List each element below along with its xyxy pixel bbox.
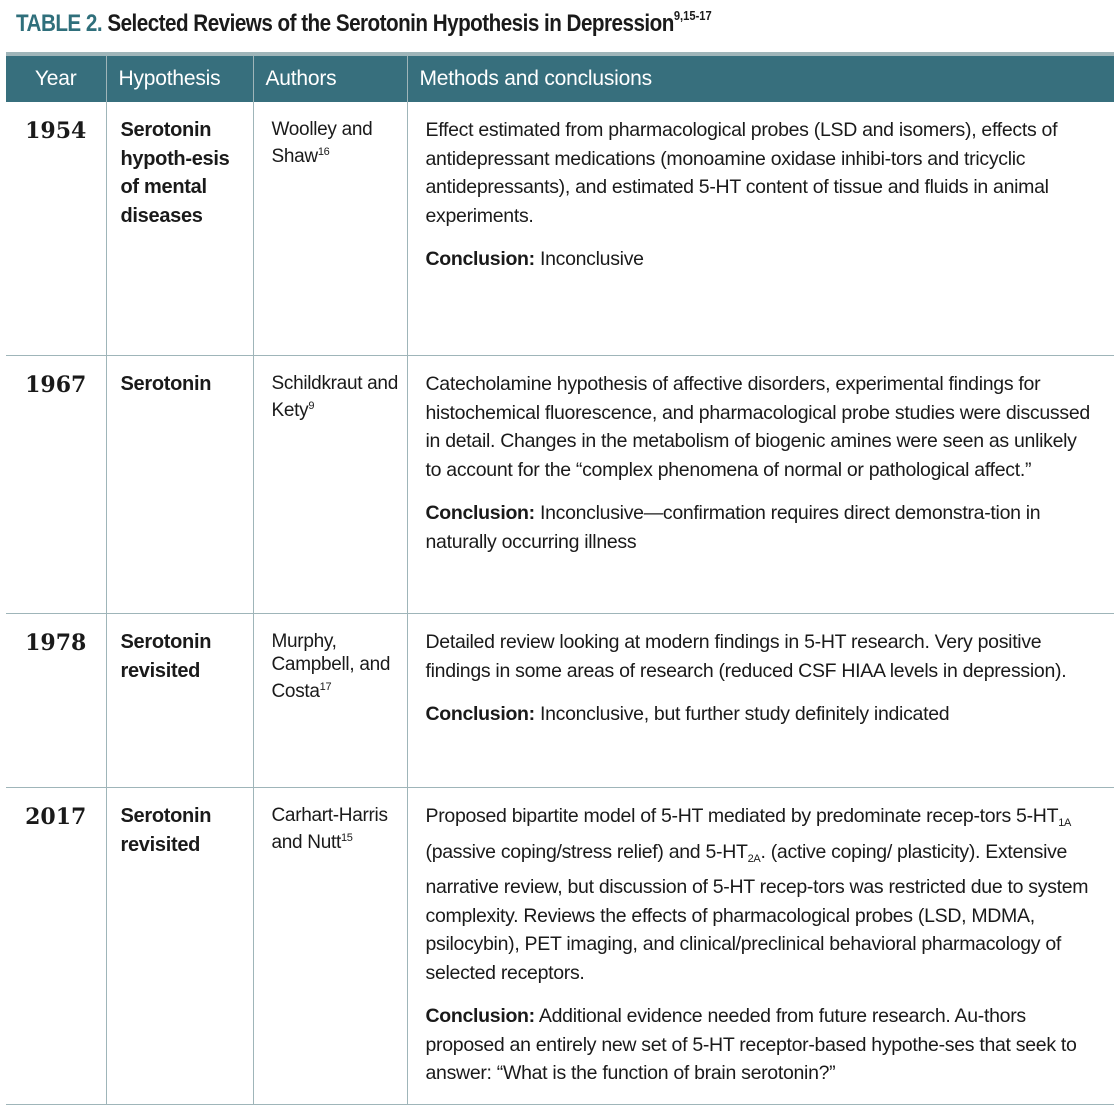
methods-part-c: . (active coping/ plasticity). Extensive narrative review, but discussion of 5-HT recep-tors was restricted due to system complexity. Reviews the effects of pharmacological probes (LSD, MDMA, psilocybin), PET imaging, and clinical/preclinical behavioral pharmacology of selected receptors. (425, 840, 1089, 984)
table-label: TABLE 2. (16, 10, 103, 37)
table-row (6, 102, 1114, 356)
conclusion-label: Conclusion: (425, 502, 535, 524)
methods-sub-2a: 2A (747, 852, 761, 865)
row-hypothesis: Serotonin revisited (106, 788, 253, 1105)
methods-part-a: Proposed bipartite model of 5-HT mediated by predominate recep-tors 5-HT (425, 805, 1059, 827)
authors-text: Woolley and Shaw (271, 119, 373, 167)
row-authors (253, 614, 407, 788)
row-year: 1954 (6, 102, 106, 356)
authors-text: Murphy, Campbell, and Costa (271, 631, 391, 702)
methods-text: Catecholamine hypothesis of affective disorders, experimental findings for histochemical fluorescence, and pharmacological probe studies were discussed in detail. Changes in the metabolism of biogenic amines were seen as unlikely to account for the “complex phenomena of normal or pathological affect.” (425, 373, 1090, 481)
authors-ref: 9 (308, 400, 315, 412)
authors-text: Schildkraut and Kety (271, 373, 398, 421)
conclusion-text: Inconclusive (539, 248, 644, 270)
table-row (6, 356, 1114, 614)
header-hypothesis: Hypothesis (106, 54, 253, 102)
row-year: 1967 (6, 356, 106, 614)
authors-ref: 16 (317, 146, 330, 158)
reviews-table (6, 52, 1114, 1105)
row-methods (407, 614, 1114, 788)
row-methods (407, 788, 1114, 1105)
conclusion (426, 499, 1097, 556)
conclusion (426, 1002, 1097, 1088)
conclusion-text: Inconclusive—confirmation requires direct demonstra-tion in naturally occurring illness (425, 502, 1041, 553)
conclusion-label: Conclusion: (425, 1005, 535, 1027)
methods-text (426, 802, 1097, 987)
row-hypothesis: Serotonin hypoth-esis of mental diseases (106, 102, 253, 356)
row-authors (253, 788, 407, 1105)
methods-text: Detailed review looking at modern findings in 5-HT research. Very positive findings in some areas of research (reduced CSF HIAA levels in depression). (425, 631, 1067, 682)
authors-text: Carhart-Harris and Nutt (271, 805, 388, 853)
conclusion-label: Conclusion: (425, 703, 535, 725)
table-title (16, 8, 712, 38)
row-hypothesis: Serotonin (106, 356, 253, 614)
conclusion (426, 700, 1097, 729)
header-methods: Methods and conclusions (407, 54, 1114, 102)
header-year: Year (6, 54, 106, 102)
conclusion-text: Inconclusive, but further study definitely indicated (539, 703, 950, 725)
conclusion-text: Additional evidence needed from future research. Au-thors proposed an entirely new set of 5-HT receptor-based hypothe-ses that seek to answer: “What is the function of brain serotonin?” (425, 1005, 1077, 1084)
methods-part-b: (passive coping/stress relief) and 5-HT (425, 840, 748, 863)
conclusion-label: Conclusion: (425, 248, 535, 270)
methods-text: Effect estimated from pharmacological probes (LSD and isomers), effects of antidepressant medications (monoamine oxidase inhibi-tors and tricyclic antidepressants), and estimated 5-HT content of tissue and fluids in animal experiments. (425, 119, 1058, 227)
row-authors (253, 356, 407, 614)
methods-sub-1a: 1A (1058, 817, 1072, 829)
header-authors: Authors (253, 54, 407, 102)
table-title-text: Selected Reviews of the Serotonin Hypothesis in Depression (107, 10, 674, 37)
row-hypothesis: Serotonin revisited (106, 614, 253, 788)
authors-ref: 17 (319, 681, 332, 693)
table-row (6, 614, 1114, 788)
conclusion (426, 245, 1097, 274)
row-year: 2017 (6, 788, 106, 1105)
authors-ref: 15 (340, 832, 353, 844)
table-row (6, 788, 1114, 1105)
row-methods (407, 356, 1114, 614)
row-year: 1978 (6, 614, 106, 788)
title-refs: 9,15-17 (673, 8, 712, 23)
header-row (6, 54, 1114, 102)
row-methods (407, 102, 1114, 356)
row-authors (253, 102, 407, 356)
